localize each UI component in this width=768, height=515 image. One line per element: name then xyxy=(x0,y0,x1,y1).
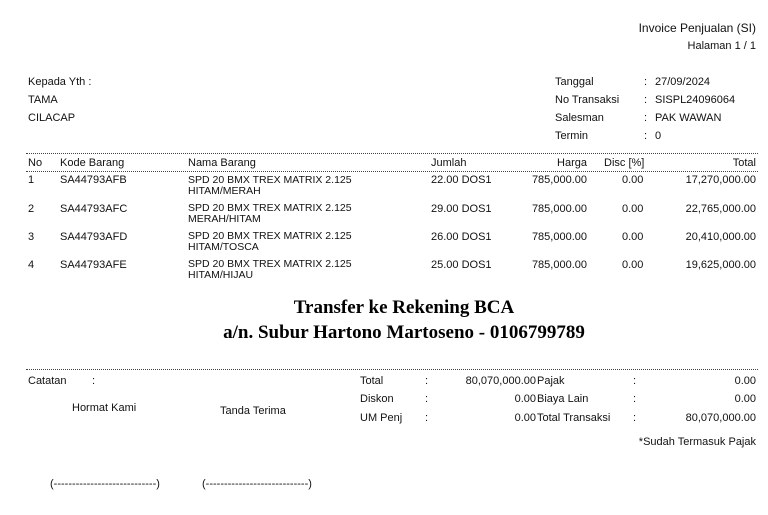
summary-label: Total xyxy=(360,375,384,387)
row-total: 22,765,000.00 xyxy=(685,203,756,215)
footer-top-rule xyxy=(26,369,758,370)
info-colon: : xyxy=(644,130,648,142)
info-label-date: Tanggal xyxy=(555,76,594,88)
summary-value: 80,070,000.00 xyxy=(685,412,756,424)
row-disc: 0.00 xyxy=(622,259,644,271)
info-label-salesman: Salesman xyxy=(555,112,604,124)
customer-city: CILACAP xyxy=(28,112,76,124)
row-qty: 22.00 DOS1 xyxy=(431,174,492,186)
info-value-transaction: SISPL24096064 xyxy=(655,94,736,106)
row-qty: 29.00 DOS1 xyxy=(431,203,492,215)
row-disc: 0.00 xyxy=(622,231,644,243)
row-total: 20,410,000.00 xyxy=(685,231,756,243)
row-price: 785,000.00 xyxy=(531,259,587,271)
row-no: 2 xyxy=(28,203,35,215)
info-label-transaction: No Transaksi xyxy=(555,94,620,106)
row-total: 19,625,000.00 xyxy=(685,259,756,271)
summary-label: Pajak xyxy=(537,375,565,387)
row-qty: 26.00 DOS1 xyxy=(431,231,492,243)
row-name-line2: HITAM/TOSCA xyxy=(188,241,259,253)
row-name-line1: SPD 20 BMX TREX MATRIX 2.125 xyxy=(188,202,352,214)
header-price: Harga xyxy=(557,157,587,169)
transfer-account-line: a/n. Subur Hartono Martoseno - 0106799789 xyxy=(223,322,585,343)
customer-name: TAMA xyxy=(28,94,58,106)
row-price: 785,000.00 xyxy=(531,231,587,243)
info-value-salesman: PAK WAWAN xyxy=(655,112,722,124)
row-disc: 0.00 xyxy=(622,174,644,186)
summary-label: Biaya Lain xyxy=(537,393,589,405)
header-qty: Jumlah xyxy=(431,157,467,169)
row-no: 1 xyxy=(28,174,35,186)
summary-colon: : xyxy=(633,393,637,405)
document-title: Invoice Penjualan (SI) xyxy=(638,21,756,35)
summary-colon: : xyxy=(633,375,637,387)
summary-label: Total Transaksi xyxy=(537,412,611,424)
regards-label: Hormat Kami xyxy=(72,402,137,414)
row-name-line1: SPD 20 BMX TREX MATRIX 2.125 xyxy=(188,230,352,242)
row-price: 785,000.00 xyxy=(531,174,587,186)
table-header-rule xyxy=(26,171,758,172)
row-name-line2: HITAM/HIJAU xyxy=(188,269,254,281)
row-price: 785,000.00 xyxy=(531,203,587,215)
info-colon: : xyxy=(644,76,648,88)
tax-note: *Sudah Termasuk Pajak xyxy=(638,436,756,448)
header-total: Total xyxy=(732,157,756,169)
page-number: Halaman 1 / 1 xyxy=(687,40,756,52)
row-code: SA44793AFC xyxy=(60,203,128,215)
row-no: 3 xyxy=(28,231,35,243)
row-total: 17,270,000.00 xyxy=(685,174,756,186)
row-name-line1: SPD 20 BMX TREX MATRIX 2.125 xyxy=(188,174,352,186)
signature-line-regards: (----------------------------) xyxy=(50,478,160,490)
summary-colon: : xyxy=(425,393,429,405)
summary-value: 0.00 xyxy=(734,393,756,405)
receipt-label: Tanda Terima xyxy=(220,405,286,417)
summary-label: Diskon xyxy=(360,393,394,405)
row-name-line2: HITAM/MERAH xyxy=(188,185,261,197)
row-qty: 25.00 DOS1 xyxy=(431,259,492,271)
info-colon: : xyxy=(644,112,648,124)
info-value-term: 0 xyxy=(655,130,662,142)
signature-line-receipt: (----------------------------) xyxy=(202,478,312,490)
transfer-bank-line: Transfer ke Rekening BCA xyxy=(293,297,515,318)
notes-colon: : xyxy=(92,375,96,387)
summary-value: 0.00 xyxy=(734,375,756,387)
header-code: Kode Barang xyxy=(60,157,125,169)
info-value-date: 27/09/2024 xyxy=(655,76,711,88)
header-name: Nama Barang xyxy=(188,157,256,169)
row-name-line2: MERAH/HITAM xyxy=(188,213,261,225)
to-label: Kepada Yth : xyxy=(28,76,92,88)
row-code: SA44793AFB xyxy=(60,174,127,186)
info-label-term: Termin xyxy=(555,130,589,142)
summary-label: UM Penj xyxy=(360,412,403,424)
row-code: SA44793AFD xyxy=(60,231,128,243)
summary-colon: : xyxy=(633,412,637,424)
row-no: 4 xyxy=(28,259,35,271)
summary-colon: : xyxy=(425,412,429,424)
row-name-line1: SPD 20 BMX TREX MATRIX 2.125 xyxy=(188,258,352,270)
notes-label: Catatan xyxy=(28,375,67,387)
header-no: No xyxy=(28,157,43,169)
header-disc: Disc [%] xyxy=(604,157,645,169)
summary-value: 0.00 xyxy=(514,412,536,424)
info-colon: : xyxy=(644,94,648,106)
summary-value: 0.00 xyxy=(514,393,536,405)
table-top-rule xyxy=(26,153,758,154)
summary-colon: : xyxy=(425,375,429,387)
row-disc: 0.00 xyxy=(622,203,644,215)
summary-value: 80,070,000.00 xyxy=(465,375,536,387)
row-code: SA44793AFE xyxy=(60,259,127,271)
